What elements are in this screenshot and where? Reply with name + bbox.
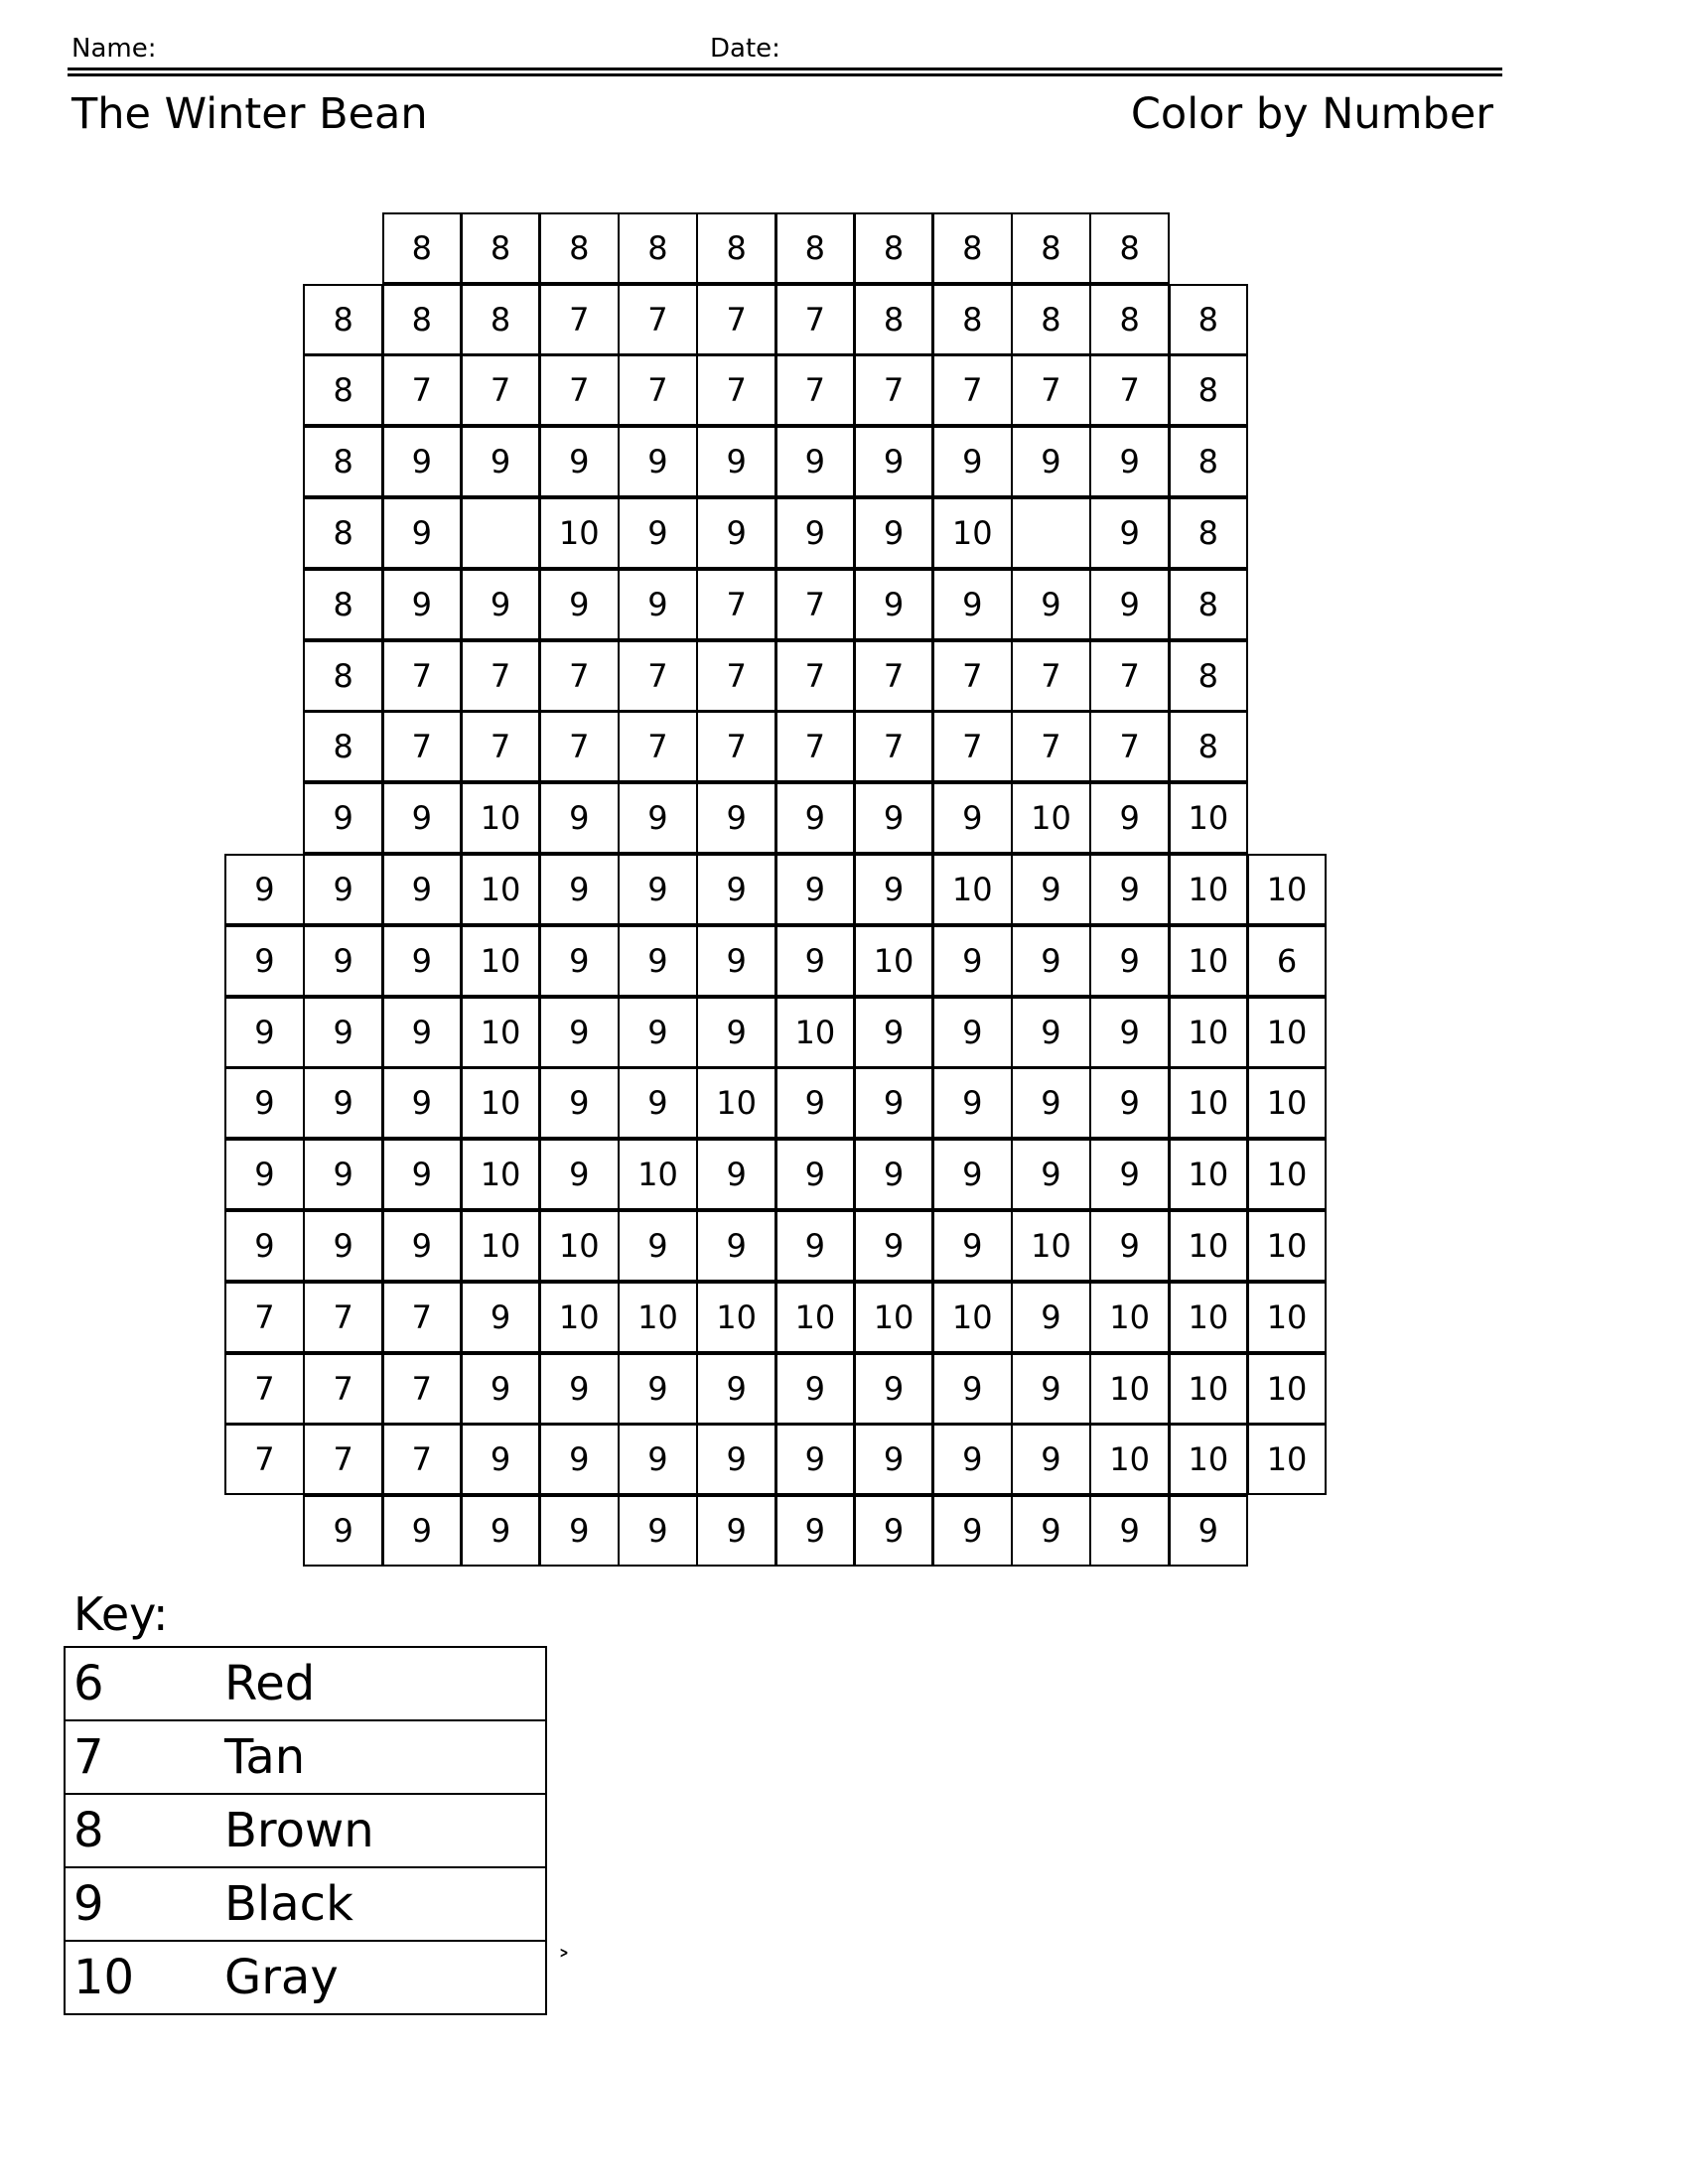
grid-cell: 10: [1169, 1424, 1249, 1495]
grid-cell: 7: [303, 1282, 383, 1353]
grid-cell: 7: [775, 354, 856, 426]
grid-cell: 9: [539, 854, 620, 925]
grid-cell: 7: [854, 711, 934, 782]
grid-cell: 9: [1089, 569, 1170, 640]
grid-cell: 9: [854, 1139, 934, 1210]
grid-cell: 10: [1247, 1067, 1328, 1139]
grid-cell: 10: [461, 1067, 541, 1139]
grid-cell: 10: [461, 997, 541, 1068]
key-row: [65, 1941, 546, 2014]
grid-cell: 9: [618, 1210, 698, 1282]
grid-cell: 9: [932, 1495, 1013, 1567]
grid-cell: 9: [1089, 1495, 1170, 1567]
key-row: [65, 1720, 546, 1794]
grid-cell: 7: [461, 640, 541, 712]
grid-cell: 9: [854, 1210, 934, 1282]
grid-cell: 9: [775, 426, 856, 497]
grid-cell: 9: [382, 1067, 463, 1139]
grid-cell: 9: [382, 569, 463, 640]
grid-cell: 9: [1011, 925, 1091, 997]
grid-cell: 10: [461, 1139, 541, 1210]
grid-cell: 9: [696, 426, 776, 497]
grid-cell: 9: [854, 854, 934, 925]
key-color: Tan: [224, 1729, 306, 1785]
grid-cell: 9: [932, 1353, 1013, 1425]
key-row: [65, 1647, 546, 1720]
grid-cell: 9: [696, 497, 776, 569]
grid-cell: 9: [854, 1067, 934, 1139]
grid-cell: 9: [1089, 497, 1170, 569]
header-rule-top: [68, 68, 1502, 70]
grid-cell: 9: [461, 569, 541, 640]
grid-cell: 9: [696, 1353, 776, 1425]
grid-cell: 9: [461, 426, 541, 497]
grid-cell: 9: [696, 1139, 776, 1210]
grid-cell: 9: [618, 854, 698, 925]
grid-cell: [461, 497, 541, 569]
grid-cell: 9: [539, 782, 620, 854]
grid-cell: 9: [224, 1210, 305, 1282]
grid-cell: 9: [775, 1424, 856, 1495]
grid-cell: 9: [1011, 1067, 1091, 1139]
grid-cell: 9: [1089, 1210, 1170, 1282]
grid-cell: 7: [696, 284, 776, 355]
grid-cell: 9: [696, 925, 776, 997]
key-number: 7: [73, 1729, 104, 1785]
grid-cell: 9: [775, 1353, 856, 1425]
grid-cell: 9: [1089, 782, 1170, 854]
grid-cell: 9: [1011, 569, 1091, 640]
grid-cell: 8: [1089, 284, 1170, 355]
grid-cell: 9: [1011, 1139, 1091, 1210]
grid-cell: 10: [1169, 782, 1249, 854]
grid-cell: 8: [461, 212, 541, 284]
grid-cell: 10: [1247, 1210, 1328, 1282]
grid-cell: 9: [382, 782, 463, 854]
grid-cell: 9: [932, 1424, 1013, 1495]
grid-cell: 9: [932, 997, 1013, 1068]
grid-cell: 8: [539, 212, 620, 284]
grid-cell: 9: [224, 1139, 305, 1210]
grid-cell: 9: [618, 426, 698, 497]
grid-cell: 7: [618, 354, 698, 426]
grid-cell: 9: [1089, 1139, 1170, 1210]
grid-cell: 7: [696, 569, 776, 640]
grid-cell: 9: [775, 854, 856, 925]
grid-cell: 7: [618, 284, 698, 355]
grid-cell: 9: [932, 426, 1013, 497]
grid-cell: 10: [539, 1210, 620, 1282]
key-color: Black: [224, 1876, 353, 1932]
key-number: 8: [73, 1803, 104, 1858]
grid-cell: 10: [1089, 1424, 1170, 1495]
grid-cell: 8: [303, 284, 383, 355]
grid-cell: 7: [461, 711, 541, 782]
grid-cell: 7: [932, 640, 1013, 712]
grid-cell: 8: [1169, 354, 1249, 426]
grid-cell: 8: [1169, 284, 1249, 355]
grid-cell: 9: [1089, 1067, 1170, 1139]
grid-cell: 9: [303, 1495, 383, 1567]
grid-cell: 8: [854, 212, 934, 284]
grid-cell: 10: [1169, 1282, 1249, 1353]
grid-cell: 10: [1247, 997, 1328, 1068]
grid-cell: 7: [382, 354, 463, 426]
grid-cell: 9: [382, 854, 463, 925]
grid-cell: 10: [1169, 1067, 1249, 1139]
grid-cell: 8: [1169, 497, 1249, 569]
grid-cell: 9: [696, 997, 776, 1068]
grid-cell: 9: [696, 1210, 776, 1282]
grid-cell: 10: [1247, 1139, 1328, 1210]
grid-cell: 10: [461, 782, 541, 854]
grid-cell: 7: [1011, 640, 1091, 712]
grid-cell: 10: [1247, 854, 1328, 925]
grid-cell: 8: [382, 212, 463, 284]
grid-cell: 10: [1011, 1210, 1091, 1282]
grid-cell: 7: [854, 640, 934, 712]
grid-cell: 10: [539, 497, 620, 569]
grid-cell: 9: [854, 782, 934, 854]
grid-cell: 9: [854, 426, 934, 497]
color-key-table: [64, 1646, 547, 2015]
grid-cell: 9: [618, 1495, 698, 1567]
grid-cell: 10: [1089, 1353, 1170, 1425]
grid-cell: 9: [618, 569, 698, 640]
grid-cell: 7: [1011, 354, 1091, 426]
grid-cell: 9: [539, 925, 620, 997]
grid-cell: 9: [303, 782, 383, 854]
grid-cell: 8: [932, 284, 1013, 355]
grid-cell: 7: [382, 1353, 463, 1425]
grid-cell: 10: [461, 1210, 541, 1282]
grid-cell: 9: [775, 1139, 856, 1210]
grid-cell: 8: [618, 212, 698, 284]
grid-cell: 9: [618, 1424, 698, 1495]
grid-cell: 7: [618, 640, 698, 712]
grid-cell: 8: [1169, 640, 1249, 712]
grid-cell: 7: [775, 569, 856, 640]
grid-cell: 10: [775, 997, 856, 1068]
grid-cell: 9: [1011, 1495, 1091, 1567]
grid-cell: 7: [696, 640, 776, 712]
grid-cell: 10: [1169, 1139, 1249, 1210]
grid-cell: 7: [303, 1424, 383, 1495]
grid-cell: 10: [932, 497, 1013, 569]
grid-cell: 7: [1089, 640, 1170, 712]
grid-cell: 9: [854, 497, 934, 569]
grid-cell: 9: [932, 1139, 1013, 1210]
worksheet-title: The Winter Bean: [71, 89, 428, 139]
grid-cell: 9: [539, 1495, 620, 1567]
grid-cell: 10: [461, 854, 541, 925]
key-row: [65, 1794, 546, 1867]
grid-cell: 7: [775, 640, 856, 712]
grid-cell: 7: [382, 1424, 463, 1495]
grid-cell: 10: [1247, 1353, 1328, 1425]
grid-cell: 8: [1169, 569, 1249, 640]
grid-cell: 8: [932, 212, 1013, 284]
grid-cell: 9: [382, 1495, 463, 1567]
grid-cell: 9: [539, 1139, 620, 1210]
grid-cell: 9: [854, 569, 934, 640]
name-label: Name:: [71, 34, 157, 64]
grid-cell: 8: [775, 212, 856, 284]
grid-cell: 10: [696, 1282, 776, 1353]
grid-cell: 7: [696, 711, 776, 782]
grid-cell: 9: [775, 1210, 856, 1282]
grid-cell: 9: [775, 1495, 856, 1567]
grid-cell: 9: [932, 782, 1013, 854]
grid-cell: 7: [224, 1282, 305, 1353]
grid-cell: 9: [539, 426, 620, 497]
grid-cell: 9: [382, 1139, 463, 1210]
grid-cell: 9: [382, 1210, 463, 1282]
grid-cell: 9: [382, 925, 463, 997]
grid-cell: 9: [618, 1353, 698, 1425]
grid-cell: 9: [303, 925, 383, 997]
grid-cell: 8: [382, 284, 463, 355]
grid-cell: 9: [696, 854, 776, 925]
grid-cell: 9: [618, 925, 698, 997]
grid-cell: 9: [1011, 1424, 1091, 1495]
grid-cell: 9: [1089, 426, 1170, 497]
stray-mark: ˃: [557, 1946, 571, 1979]
key-number: 10: [73, 1950, 135, 2005]
grid-cell: 9: [618, 497, 698, 569]
date-label: Date:: [710, 34, 780, 64]
grid-cell: 9: [539, 1353, 620, 1425]
key-color: Gray: [224, 1950, 339, 2005]
grid-cell: 6: [1247, 925, 1328, 997]
grid-cell: 9: [696, 782, 776, 854]
grid-cell: 9: [618, 782, 698, 854]
grid-cell: 8: [303, 569, 383, 640]
grid-cell: 9: [461, 1495, 541, 1567]
key-color: Brown: [224, 1803, 374, 1858]
grid-cell: 7: [303, 1353, 383, 1425]
grid-cell: 9: [775, 1067, 856, 1139]
grid-cell: 10: [854, 1282, 934, 1353]
key-row: [65, 1867, 546, 1941]
grid-cell: 9: [775, 782, 856, 854]
grid-cell: 10: [775, 1282, 856, 1353]
grid-cell: 9: [303, 1210, 383, 1282]
grid-cell: 9: [461, 1424, 541, 1495]
grid-cell: 9: [1169, 1495, 1249, 1567]
grid-cell: 9: [696, 1495, 776, 1567]
grid-cell: 9: [461, 1282, 541, 1353]
grid-cell: 8: [461, 284, 541, 355]
grid-cell: 10: [1011, 782, 1091, 854]
grid-cell: 9: [932, 1210, 1013, 1282]
grid-cell: 9: [224, 925, 305, 997]
grid-cell: 8: [1169, 426, 1249, 497]
grid-cell: 7: [618, 711, 698, 782]
grid-cell: 9: [775, 497, 856, 569]
grid-cell: 9: [1011, 426, 1091, 497]
grid-cell: 8: [303, 711, 383, 782]
grid-cell: 9: [303, 854, 383, 925]
grid-cell: 8: [303, 497, 383, 569]
grid-cell: 7: [224, 1424, 305, 1495]
grid-cell: 9: [539, 1424, 620, 1495]
grid-cell: 8: [303, 640, 383, 712]
grid-cell: 7: [539, 284, 620, 355]
grid-cell: 7: [1011, 711, 1091, 782]
grid-cell: 9: [224, 854, 305, 925]
grid-cell: 10: [932, 1282, 1013, 1353]
grid-cell: 10: [539, 1282, 620, 1353]
grid-cell: 7: [224, 1353, 305, 1425]
grid-cell: 7: [382, 1282, 463, 1353]
header-rule-bottom: [68, 73, 1502, 76]
grid-cell: 10: [854, 925, 934, 997]
grid-cell: 7: [539, 640, 620, 712]
grid-cell: 9: [932, 925, 1013, 997]
grid-cell: 9: [461, 1353, 541, 1425]
grid-cell: 9: [854, 1353, 934, 1425]
grid-cell: 9: [1011, 997, 1091, 1068]
grid-cell: 9: [1011, 1282, 1091, 1353]
grid-cell: 9: [618, 1067, 698, 1139]
grid-cell: 7: [775, 284, 856, 355]
grid-cell: 8: [303, 426, 383, 497]
grid-cell: 7: [696, 354, 776, 426]
grid-cell: 8: [854, 284, 934, 355]
grid-cell: 7: [775, 711, 856, 782]
grid-cell: 7: [854, 354, 934, 426]
grid-cell: 10: [1169, 1353, 1249, 1425]
grid-cell: 10: [696, 1067, 776, 1139]
grid-cell: 9: [539, 997, 620, 1068]
grid-cell: 10: [618, 1139, 698, 1210]
grid-cell: 9: [303, 997, 383, 1068]
worksheet-type: Color by Number: [1130, 89, 1493, 139]
grid-cell: 9: [1011, 854, 1091, 925]
grid-cell: 10: [461, 925, 541, 997]
grid-cell: 10: [1169, 997, 1249, 1068]
grid-cell: 9: [382, 497, 463, 569]
grid-cell: 10: [932, 854, 1013, 925]
grid-cell: 9: [775, 925, 856, 997]
grid-cell: 9: [932, 1067, 1013, 1139]
key-number: 9: [73, 1876, 104, 1932]
grid-cell: 9: [539, 569, 620, 640]
grid-cell: 9: [696, 1424, 776, 1495]
grid-cell: 9: [854, 997, 934, 1068]
grid-cell: 7: [932, 711, 1013, 782]
grid-cell: 7: [1089, 711, 1170, 782]
grid-cell: 10: [1169, 854, 1249, 925]
grid-cell: 7: [461, 354, 541, 426]
grid-cell: 10: [1169, 925, 1249, 997]
grid-cell: 9: [224, 1067, 305, 1139]
grid-cell: 9: [382, 426, 463, 497]
grid-cell: 7: [932, 354, 1013, 426]
grid-cell: 7: [539, 711, 620, 782]
grid-cell: 8: [1089, 212, 1170, 284]
grid-cell: 9: [382, 997, 463, 1068]
grid-cell: 9: [932, 569, 1013, 640]
grid-cell: 9: [1089, 925, 1170, 997]
grid-cell: 7: [382, 711, 463, 782]
grid-cell: 10: [1169, 1210, 1249, 1282]
grid-cell: 9: [1089, 997, 1170, 1068]
grid-cell: 10: [1247, 1424, 1328, 1495]
key-number: 6: [73, 1656, 104, 1711]
grid-cell: 8: [696, 212, 776, 284]
grid-cell: 10: [1247, 1282, 1328, 1353]
grid-cell: 7: [1089, 354, 1170, 426]
grid-cell: 7: [539, 354, 620, 426]
grid-cell: 9: [224, 997, 305, 1068]
grid-cell: 9: [854, 1424, 934, 1495]
grid-cell: 8: [1011, 284, 1091, 355]
grid-cell: 9: [303, 1067, 383, 1139]
grid-cell: 9: [1011, 1353, 1091, 1425]
grid-cell: 7: [382, 640, 463, 712]
grid-cell: 10: [1089, 1282, 1170, 1353]
grid-cell: 9: [539, 1067, 620, 1139]
key-title: Key:: [73, 1587, 169, 1641]
grid-cell: 9: [303, 1139, 383, 1210]
key-color: Red: [224, 1656, 316, 1711]
grid-cell: 9: [1089, 854, 1170, 925]
grid-cell: 9: [854, 1495, 934, 1567]
grid-cell: 10: [618, 1282, 698, 1353]
grid-cell: [1011, 497, 1091, 569]
grid-cell: 9: [618, 997, 698, 1068]
grid-cell: 8: [1169, 711, 1249, 782]
grid-cell: 8: [303, 354, 383, 426]
grid-cell: 8: [1011, 212, 1091, 284]
